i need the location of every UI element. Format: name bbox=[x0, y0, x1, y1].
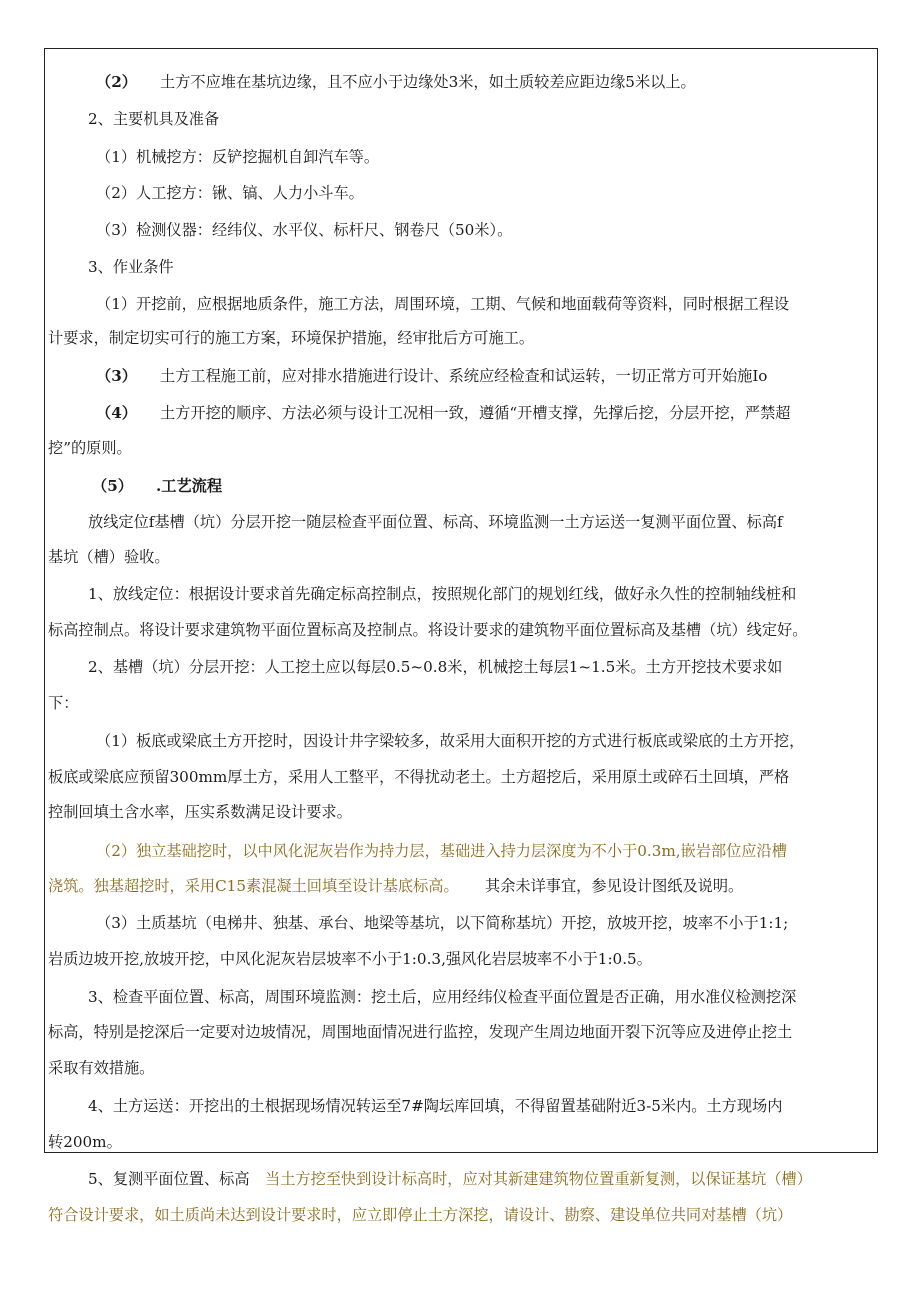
paragraph-line: （3）土质基坑（电梯井、独基、承台、地梁等基坑，以下简称基坑）开挖，放坡开挖，坡率不小于1:1; bbox=[96, 914, 789, 932]
paragraph-line: 控制回填土含水率，压实系数满足设计要求。 bbox=[48, 803, 352, 821]
paragraph-line: 标高，特别是挖深后一定要对边坡情况，周围地面情况进行监控，发现产生周边地面开裂下沉等应及进停止挖土 bbox=[48, 1023, 793, 1041]
paragraph-line: 基坑（槽）验收。 bbox=[48, 548, 170, 566]
paragraph-line: 1、放线定位：根据设计要求首先确定标高控制点，按照规化部门的规划红线，做好永久性的控制轴线桩和 bbox=[88, 585, 797, 603]
paragraph-line: 下： bbox=[48, 694, 79, 712]
highlighted-line: 当土方挖至快到设计标高时，应对其新建建筑物位置重新复测，以保证基坑（槽） bbox=[265, 1170, 812, 1188]
item-number: （4） bbox=[96, 404, 137, 422]
highlighted-line: （2）独立基础挖时，以中风化泥灰岩作为持力层，基础进入持力层深度为不小于0.3m,嵌岩部位应沿槽 bbox=[96, 842, 787, 860]
paragraph-line: 岩质边坡开挖,放坡开挖，中风化泥灰岩层坡率不小于1:0.3,强风化岩层坡率不小于1:0.5。 bbox=[48, 950, 652, 968]
section-heading: 2、主要机具及准备 bbox=[88, 110, 220, 128]
paragraph-line: 2、基槽（坑）分层开挖：人工挖土应以每层0.5~0.8米，机械挖土每层1~1.5米。土方开挖技术要求如 bbox=[88, 658, 783, 676]
paragraph-line: 3、检查平面位置、标高，周围环境监测：挖土后，应用经纬仪检查平面位置是否正确，用水准仪检测挖深 bbox=[88, 988, 797, 1006]
paragraph-line: 土方开挖的顺序、方法必须与设计工况相一致，遵循“开槽支撑，先撑后挖，分层开挖，严禁超 bbox=[160, 404, 791, 422]
paragraph-line: 挖”的原则。 bbox=[48, 439, 132, 457]
paragraph-line: 放线定位f基槽（坑）分层开挖一随层检查平面位置、标高、环境监测一土方运送一复测平面位置、标高f bbox=[88, 513, 783, 531]
paragraph-line: （3）检测仪器：经纬仪、水平仪、标杆尺、钢卷尺（50米）。 bbox=[96, 221, 513, 239]
paragraph-line: （1）机械挖方：反铲挖掘机自卸汽车等。 bbox=[96, 148, 380, 166]
paragraph-line: 板底或梁底应预留300mm厚土方，采用人工整平，不得扰动老土。土方超挖后，采用原土或碎石土回填，严格 bbox=[48, 768, 790, 786]
paragraph-line: 标高控制点。将设计要求建筑物平面位置标高及控制点。将设计要求的建筑物平面位置标高及基槽（坑）线定好。 bbox=[48, 621, 808, 639]
paragraph-line: 土方不应堆在基坑边缘，且不应小于边缘处3米，如土质较差应距边缘5米以上。 bbox=[160, 73, 696, 91]
item-number: （3） bbox=[96, 367, 137, 385]
paragraph-line: （2）人工挖方：锹、镐、人力小斗车。 bbox=[96, 184, 364, 202]
item-number: （2） bbox=[96, 73, 137, 91]
paragraph-line: 转200m。 bbox=[48, 1133, 122, 1151]
paragraph-line: 4、土方运送：开挖出的土根据现场情况转运至7#陶坛库回填，不得留置基础附近3-5米内。土方现场内 bbox=[88, 1097, 783, 1115]
paragraph-line: 其余未详事宜，参见设计图纸及说明。 bbox=[485, 877, 744, 895]
paragraph-line: 土方工程施工前，应对排水措施进行设计、系统应经检查和试运转，一切正常方可开始施Io bbox=[160, 367, 768, 385]
highlighted-line: 浇筑。独基超挖时，采用C15素混凝土回填至设计基底标高。 bbox=[48, 877, 459, 895]
item-number: （5） bbox=[92, 477, 133, 495]
paragraph-line: （1）板底或梁底土方开挖时，因设计井字梁较多，故采用大面积开挖的方式进行板底或梁底的土方开挖， bbox=[96, 732, 805, 750]
paragraph-line: （1）开挖前，应根据地质条件，施工方法，周围环境，工期、气候和地面载荷等资料，同时根据工程设 bbox=[96, 295, 790, 313]
section-heading: .工艺流程 bbox=[156, 477, 223, 495]
paragraph-line: 计要求，制定切实可行的施工方案，环境保护措施，经审批后方可施工。 bbox=[48, 329, 534, 347]
section-heading: 3、作业条件 bbox=[88, 258, 174, 276]
paragraph-line: 采取有效措施。 bbox=[48, 1059, 155, 1077]
paragraph-line: 5、复测平面位置、标高 bbox=[88, 1170, 250, 1188]
highlighted-line: 符合设计要求，如土质尚未达到设计要求时，应立即停止土方深挖，请设计、勘察、建设单位共同对基槽（坑） bbox=[48, 1206, 793, 1224]
